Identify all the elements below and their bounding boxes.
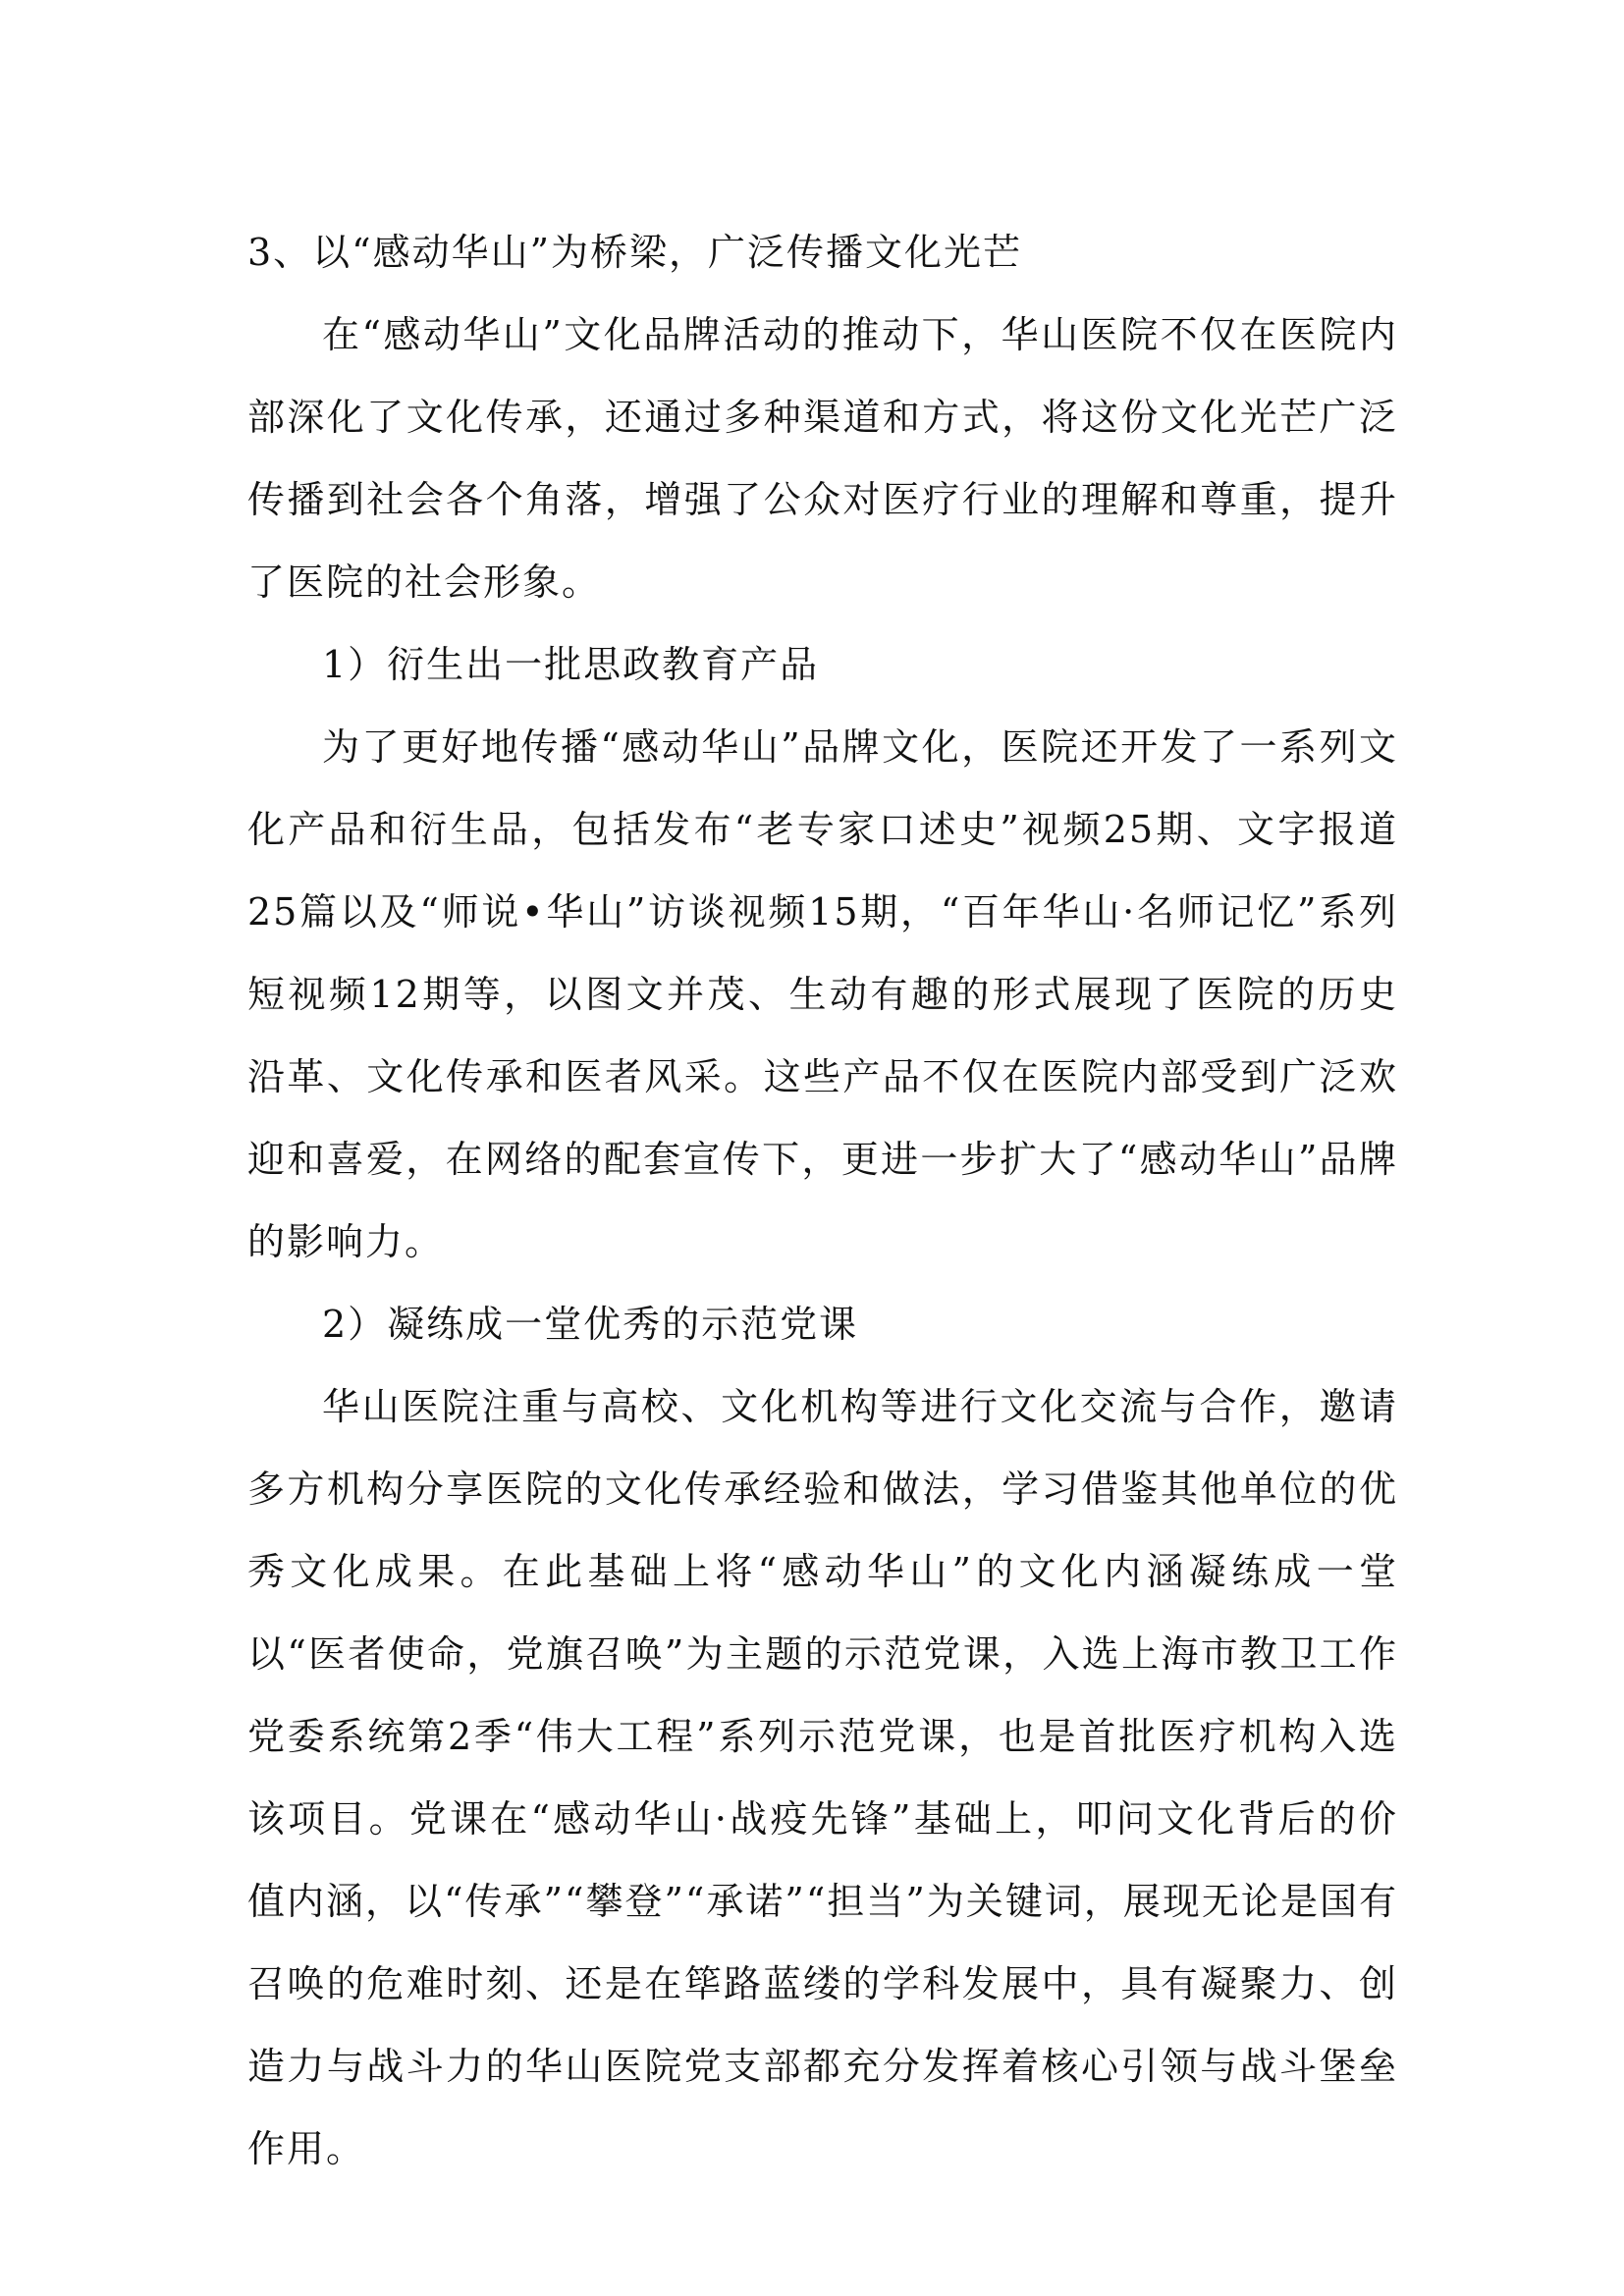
subsection-body-2: 华山医院注重与高校、文化机构等进行文化交流与合作，邀请多方机构分享医院的文化传承经验和做法，学习借鉴其他单位的优秀文化成果。在此基础上将“感动华山”的文化内涵凝练成一堂以“医者使命，党旗召唤”为主题的示范党课，入选上海市教卫工作党委系统第2季“伟大工程”系列示范党课，也是首批医疗机构入选该项目。党课在“感动华山·战疫先锋”基础上，叩问文化背后的价值内涵，以“传承”“攀登”“承诺”“担当”为关键词，展现无论是国有召唤的危难时刻、还是在筚路蓝缕的学科发展中，具有凝聚力、创造力与战斗力的华山医院党支部都充分发挥着核心引领与战斗堡垒作用。 xyxy=(247,1385,1398,2170)
subsection-title-2: 2）凝练成一堂优秀的示范党课 xyxy=(322,1303,859,1346)
document-content xyxy=(247,211,1398,2190)
subsection-title-1: 1）衍生出一批思政教育产品 xyxy=(322,643,820,686)
section-heading: 3、以“感动华山”为桥梁，广泛传播文化光芒 xyxy=(247,231,1023,274)
subsection-body-1: 为了更好地传播“感动华山”品牌文化，医院还开发了一系列文化产品和衍生品，包括发布“老专家口述史”视频25期、文字报道25篇以及“师说•华山”访谈视频15期，“百年华山·名师记忆”系列短视频12期等，以图文并茂、生动有趣的形式展现了医院的历史沿革、文化传承和医者风采。这些产品不仅在医院内部受到广泛欢迎和喜爱，在网络的配套宣传下，更进一步扩大了“感动华山”品牌的影响力。 xyxy=(247,725,1398,1263)
intro-paragraph: 在“感动华山”文化品牌活动的推动下，华山医院不仅在医院内部深化了文化传承，还通过多种渠道和方式，将这份文化光芒广泛传播到社会各个角落，增强了公众对医疗行业的理解和尊重，提升了医院的社会形象。 xyxy=(247,313,1398,604)
